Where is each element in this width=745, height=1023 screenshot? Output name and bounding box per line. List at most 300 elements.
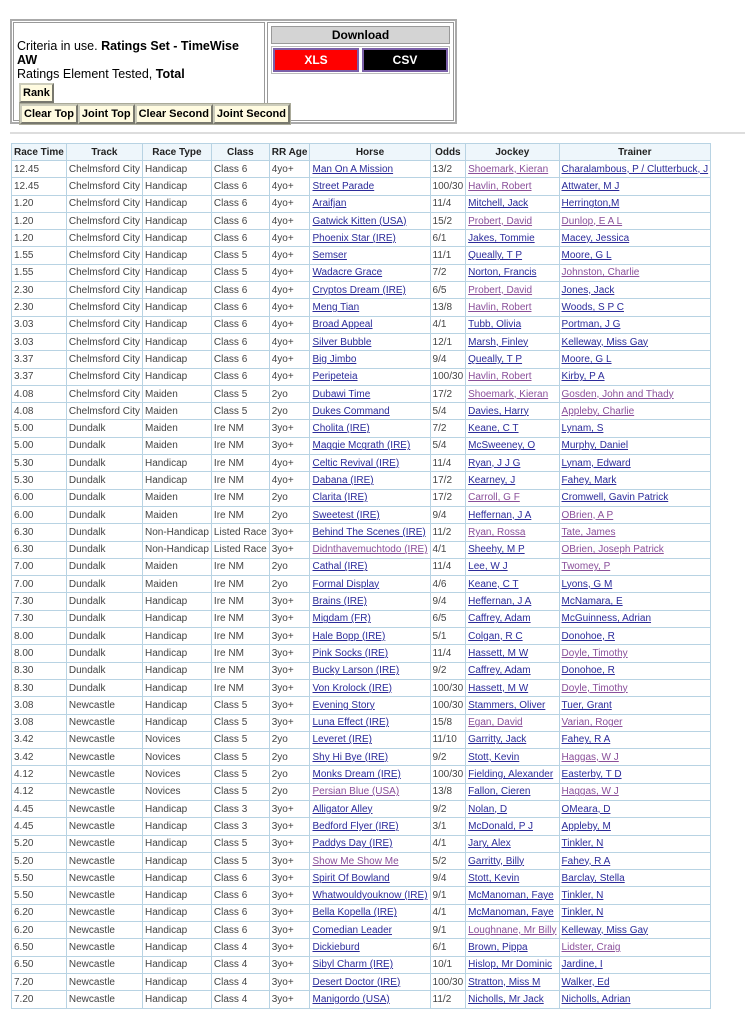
trainer-link[interactable]: Fahey, R A — [561, 855, 611, 867]
jockey-link[interactable]: Keane, C T — [468, 423, 519, 435]
joint-second-button[interactable]: Joint Second — [213, 104, 290, 124]
cell-jockey — [466, 230, 559, 247]
jockey-link[interactable]: Keane, C T — [468, 578, 519, 590]
table-row — [12, 593, 711, 610]
trainer-link[interactable]: Fahey, Mark — [561, 474, 617, 486]
jockey-link[interactable]: Caffrey, Adam — [468, 665, 531, 677]
cell-track: Dundalk — [66, 489, 142, 506]
cell-odds: 11/4 — [430, 455, 466, 472]
cell-race-time: 5.20 — [12, 852, 67, 869]
cell-race-type: Handicap — [142, 230, 211, 247]
cell-class: Ire NM — [211, 455, 269, 472]
header-class[interactable]: Class — [211, 144, 269, 161]
cell-odds: 15/8 — [430, 714, 466, 731]
header-race-time[interactable]: Race Time — [12, 144, 67, 161]
cell-race-type: Novices — [142, 783, 211, 800]
horse-link[interactable]: Cholita (IRE) — [312, 423, 370, 435]
jockey-link[interactable]: Davies, Harry — [468, 405, 529, 417]
jockey-link[interactable]: Probert, David — [468, 284, 533, 296]
jockey-link[interactable]: Kearney, J — [468, 474, 516, 486]
horse-link[interactable]: Alligator Alley — [312, 803, 373, 815]
horse-link[interactable]: Evening Story — [312, 699, 375, 711]
horse-link[interactable]: Formal Display — [312, 578, 380, 590]
cell-track: Dundalk — [66, 576, 142, 593]
horse-link[interactable]: Cryptos Dream (IRE) — [312, 284, 406, 296]
cell-odds: 5/2 — [430, 852, 466, 869]
jockey-link[interactable]: Stott, Kevin — [468, 751, 520, 763]
table-row — [12, 161, 711, 178]
trainer-link[interactable]: OBrien, A P — [561, 509, 614, 521]
cell-horse — [310, 299, 430, 316]
jockey-link[interactable]: McManoman, Faye — [468, 907, 554, 919]
horse-link[interactable]: Clarita (IRE) — [312, 492, 368, 504]
jockey-link[interactable]: Caffrey, Adam — [468, 613, 531, 625]
horse-link[interactable]: Broad Appeal — [312, 319, 373, 331]
horse-link[interactable]: Show Me Show Me — [312, 855, 399, 867]
cell-race-type: Handicap — [142, 161, 211, 178]
cell-race-time: 1.55 — [12, 264, 67, 281]
jockey-link[interactable]: Shoemark, Kieran — [468, 388, 549, 400]
horse-link[interactable]: Dubawi Time — [312, 388, 371, 400]
trainer-link[interactable]: Moore, G L — [561, 353, 612, 365]
cell-jockey — [466, 714, 559, 731]
cell-trainer — [559, 852, 711, 869]
cell-trainer — [559, 818, 711, 835]
jockey-link[interactable]: Stratton, Miss M — [468, 976, 541, 988]
jockey-link[interactable]: Ryan, Rossa — [468, 526, 526, 538]
cell-race-time: 1.20 — [12, 212, 67, 229]
cell-race-time: 7.20 — [12, 991, 67, 1008]
cell-trainer — [559, 195, 711, 212]
horse-link[interactable]: Meng Tian — [312, 302, 360, 314]
cell-class: Class 4 — [211, 956, 269, 973]
cell-rr-age: 4yo+ — [269, 316, 310, 333]
trainer-link[interactable]: Barclay, Stella — [561, 872, 625, 884]
horse-link[interactable]: Persian Blue (USA) — [312, 786, 400, 798]
cell-rr-age: 3yo+ — [269, 991, 310, 1008]
cell-jockey — [466, 697, 559, 714]
table-row — [12, 437, 711, 454]
horse-link[interactable]: Didnthavemuchtodo (IRE) — [312, 544, 428, 556]
jockey-link[interactable]: Havlin, Robert — [468, 180, 532, 192]
horse-link[interactable]: Cathal (IRE) — [312, 561, 368, 573]
cell-race-type: Handicap — [142, 852, 211, 869]
jockey-link[interactable]: Norton, Francis — [468, 267, 537, 279]
cell-odds: 6/5 — [430, 610, 466, 627]
horse-link[interactable]: Dabana (IRE) — [312, 474, 374, 486]
horse-link[interactable]: Bucky Larson (IRE) — [312, 665, 400, 677]
trainer-link[interactable]: Charalambous, P / Clutterbuck, J — [561, 163, 709, 175]
cell-odds: 17/2 — [430, 472, 466, 489]
horse-link[interactable]: Dickieburd — [312, 942, 360, 953]
horse-link[interactable]: Sweetest (IRE) — [312, 509, 380, 521]
jockey-link[interactable]: Loughnane, Mr Billy — [468, 924, 557, 936]
cell-jockey — [466, 506, 559, 523]
horse-link[interactable]: Migdam (FR) — [312, 613, 371, 625]
cell-race-type: Handicap — [142, 593, 211, 610]
cell-race-type: Handicap — [142, 991, 211, 1008]
cell-trainer — [559, 628, 711, 645]
horse-link[interactable]: Dukes Command — [312, 405, 390, 417]
trainer-link[interactable]: Appleby, Charlie — [561, 405, 635, 417]
cell-race-time: 5.50 — [12, 870, 67, 887]
trainer-link[interactable]: Varian, Roger — [561, 717, 623, 729]
jockey-link[interactable]: Garritty, Jack — [468, 734, 527, 746]
cell-horse — [310, 541, 430, 558]
cell-trainer — [559, 783, 711, 800]
clear-top-button[interactable]: Clear Top — [20, 104, 78, 124]
cell-jockey — [466, 403, 559, 420]
trainer-link[interactable]: Johnston, Charlie — [561, 267, 640, 279]
trainer-link[interactable]: Tuer, Grant — [561, 699, 612, 711]
horse-link[interactable]: Whatwouldyouknow (IRE) — [312, 890, 428, 902]
cell-horse — [310, 385, 430, 402]
jockey-link[interactable]: Queally, T P — [468, 250, 523, 262]
cell-odds: 12/1 — [430, 333, 466, 350]
cell-rr-age: 4yo+ — [269, 351, 310, 368]
table-row — [12, 368, 711, 385]
cell-race-type: Handicap — [142, 333, 211, 350]
horse-link[interactable]: Monks Dream (IRE) — [312, 769, 401, 781]
cell-track: Newcastle — [66, 904, 142, 921]
cell-race-type: Handicap — [142, 939, 211, 956]
cell-horse — [310, 749, 430, 766]
cell-track: Dundalk — [66, 437, 142, 454]
cell-jockey — [466, 212, 559, 229]
horse-link[interactable]: Comedian Leader — [312, 924, 392, 936]
horse-link[interactable]: Man On A Mission — [312, 163, 394, 175]
cell-rr-age: 3yo+ — [269, 679, 310, 696]
table-row — [12, 455, 711, 472]
jockey-link[interactable]: McManoman, Faye — [468, 890, 554, 902]
cell-odds: 4/1 — [430, 904, 466, 921]
cell-jockey — [466, 420, 559, 437]
jockey-link[interactable]: Jary, Alex — [468, 838, 511, 850]
cell-rr-age: 2yo — [269, 576, 310, 593]
cell-class: Class 6 — [211, 299, 269, 316]
trainer-link[interactable]: OBrien, Joseph Patrick — [561, 544, 664, 556]
horse-link[interactable]: Celtic Revival (IRE) — [312, 457, 400, 469]
jockey-link[interactable]: McDonald, P J — [468, 820, 533, 832]
horse-link[interactable]: Leveret (IRE) — [312, 734, 372, 746]
cell-race-time: 2.30 — [12, 282, 67, 299]
cell-race-type: Handicap — [142, 472, 211, 489]
jockey-link[interactable]: Egan, David — [468, 717, 523, 729]
jockey-link[interactable]: Carroll, G F — [468, 492, 520, 504]
horse-link[interactable]: Bella Kopella (IRE) — [312, 907, 397, 919]
cell-race-time: 3.42 — [12, 749, 67, 766]
xls-download-button[interactable]: XLS — [273, 48, 359, 72]
trainer-link[interactable]: Jones, Jack — [561, 284, 615, 296]
header-jockey[interactable]: Jockey — [466, 144, 559, 161]
cell-rr-age: 4yo+ — [269, 333, 310, 350]
cell-class: Class 6 — [211, 282, 269, 299]
cell-horse — [310, 628, 430, 645]
jockey-link[interactable]: Fielding, Alexander — [468, 769, 554, 781]
jockey-link[interactable]: Hassett, M W — [468, 682, 529, 694]
horse-link[interactable]: Maggie Mcgrath (IRE) — [312, 440, 411, 452]
cell-rr-age: 2yo — [269, 783, 310, 800]
cell-race-time: 3.37 — [12, 368, 67, 385]
cell-odds: 100/30 — [430, 766, 466, 783]
jockey-link[interactable]: Garritty, Billy — [468, 855, 525, 867]
cell-track: Newcastle — [66, 991, 142, 1008]
cell-race-type: Handicap — [142, 956, 211, 973]
header-track[interactable]: Track — [66, 144, 142, 161]
cell-race-type: Maiden — [142, 403, 211, 420]
horse-link[interactable]: Wadacre Grace — [312, 267, 383, 279]
header-horse[interactable]: Horse — [310, 144, 430, 161]
jockey-link[interactable]: Brown, Pippa — [468, 942, 528, 953]
table-row — [12, 800, 711, 817]
horse-link[interactable]: Luna Effect (IRE) — [312, 717, 390, 729]
trainer-link[interactable]: Doyle, Timothy — [561, 647, 628, 659]
jockey-link[interactable]: Fallon, Cieren — [468, 786, 531, 798]
trainer-link[interactable]: Fahey, R A — [561, 734, 611, 746]
cell-jockey — [466, 835, 559, 852]
cell-jockey — [466, 818, 559, 835]
table-row — [12, 299, 711, 316]
jockey-link[interactable]: Nolan, D — [468, 803, 508, 815]
trainer-link[interactable]: Jardine, I — [561, 959, 603, 971]
jockey-link[interactable]: Tubb, Olivia — [468, 319, 522, 331]
horse-link[interactable]: Sibyl Charm (IRE) — [312, 959, 394, 971]
cell-race-time: 5.20 — [12, 835, 67, 852]
trainer-link[interactable]: McGuinness, Adrian — [561, 613, 652, 625]
cell-trainer — [559, 524, 711, 541]
horse-link[interactable]: Brains (IRE) — [312, 596, 367, 608]
horse-link[interactable]: Paddys Day (IRE) — [312, 838, 393, 850]
cell-jockey — [466, 264, 559, 281]
trainer-link[interactable]: Murphy, Daniel — [561, 440, 629, 452]
cell-track: Chelmsford City — [66, 161, 142, 178]
jockey-link[interactable]: Marsh, Finley — [468, 336, 529, 348]
jockey-link[interactable]: Stott, Kevin — [468, 872, 520, 884]
cell-race-time: 3.03 — [12, 333, 67, 350]
cell-horse — [310, 800, 430, 817]
cell-race-time: 5.30 — [12, 455, 67, 472]
trainer-link[interactable]: Haggas, W J — [561, 786, 619, 798]
trainer-link[interactable]: Donohoe, R — [561, 630, 615, 642]
cell-horse — [310, 610, 430, 627]
horse-link[interactable]: Big Jimbo — [312, 353, 357, 365]
cell-class: Ire NM — [211, 679, 269, 696]
cell-race-time: 5.00 — [12, 437, 67, 454]
cell-trainer — [559, 437, 711, 454]
cell-race-type: Handicap — [142, 973, 211, 990]
rank-button[interactable]: Rank — [19, 83, 54, 103]
jockey-link[interactable]: Probert, David — [468, 215, 533, 227]
trainer-link[interactable]: Haggas, W J — [561, 751, 619, 763]
horse-link[interactable]: Gatwick Kitten (USA) — [312, 215, 407, 227]
jockey-link[interactable]: Stammers, Oliver — [468, 699, 546, 711]
cell-race-time: 8.00 — [12, 645, 67, 662]
cell-race-type: Maiden — [142, 576, 211, 593]
jockey-link[interactable]: Sheehy, M P — [468, 544, 525, 556]
cell-track: Chelmsford City — [66, 385, 142, 402]
cell-horse — [310, 783, 430, 800]
csv-download-button[interactable]: CSV — [362, 48, 448, 72]
cell-jockey — [466, 558, 559, 575]
trainer-link[interactable]: Gosden, John and Thady — [561, 388, 674, 400]
jockey-link[interactable]: Hislop, Mr Dominic — [468, 959, 553, 971]
header-rr-age[interactable]: RR Age — [269, 144, 310, 161]
trainer-link[interactable]: Lynam, S — [561, 423, 604, 435]
cell-race-time: 5.00 — [12, 420, 67, 437]
horse-link[interactable]: Araifjan — [312, 198, 347, 210]
cell-rr-age: 4yo+ — [269, 282, 310, 299]
trainer-link[interactable]: Tinkler, N — [561, 907, 604, 919]
trainer-link[interactable]: Lidster, Craig — [561, 942, 621, 953]
cell-jockey — [466, 247, 559, 264]
table-row — [12, 212, 711, 229]
trainer-link[interactable]: Dunlop, E A L — [561, 215, 623, 227]
jockey-link[interactable]: Hassett, M W — [468, 647, 529, 659]
jockey-link[interactable]: Havlin, Robert — [468, 371, 532, 383]
trainer-link[interactable]: Cromwell, Gavin Patrick — [561, 492, 669, 504]
joint-top-button[interactable]: Joint Top — [78, 104, 135, 124]
table-row — [12, 991, 711, 1008]
cell-jockey — [466, 437, 559, 454]
trainer-link[interactable]: OMeara, D — [561, 803, 611, 815]
jockey-link[interactable]: Heffernan, J A — [468, 509, 532, 521]
trainer-link[interactable]: Macey, Jessica — [561, 232, 630, 244]
trainer-link[interactable]: Kelleway, Miss Gay — [561, 336, 649, 348]
cell-jockey — [466, 195, 559, 212]
table-row — [12, 870, 711, 887]
trainer-link[interactable]: Tate, James — [561, 526, 616, 538]
header-odds[interactable]: Odds — [430, 144, 466, 161]
jockey-link[interactable]: Shoemark, Kieran — [468, 163, 549, 175]
horse-link[interactable]: Hale Bopp (IRE) — [312, 630, 386, 642]
cell-track: Newcastle — [66, 956, 142, 973]
jockey-link[interactable]: Jakes, Tommie — [468, 232, 535, 244]
horse-link[interactable]: Spirit Of Bowland — [312, 872, 390, 884]
jockey-link[interactable]: McSweeney, O — [468, 440, 536, 452]
jockey-link[interactable]: Colgan, R C — [468, 630, 523, 642]
cell-horse — [310, 835, 430, 852]
horse-link[interactable]: Pink Socks (IRE) — [312, 647, 389, 659]
table-row — [12, 904, 711, 921]
jockey-link[interactable]: Queally, T P — [468, 353, 523, 365]
trainer-link[interactable]: Donohoe, R — [561, 665, 615, 677]
cell-trainer — [559, 922, 711, 939]
horse-link[interactable]: Street Parade — [312, 180, 375, 192]
cell-odds: 11/2 — [430, 991, 466, 1008]
cell-odds: 10/1 — [430, 956, 466, 973]
trainer-link[interactable]: Attwater, M J — [561, 180, 620, 192]
table-row — [12, 922, 711, 939]
trainer-link[interactable]: Walker, Ed — [561, 976, 610, 988]
trainer-link[interactable]: Lyons, G M — [561, 578, 613, 590]
trainer-link[interactable]: Moore, G L — [561, 250, 612, 262]
cell-race-type: Handicap — [142, 212, 211, 229]
cell-jockey — [466, 472, 559, 489]
trainer-link[interactable]: Appleby, M — [561, 820, 611, 832]
cell-race-type: Handicap — [142, 299, 211, 316]
trainer-link[interactable]: Doyle, Timothy — [561, 682, 628, 694]
cell-rr-age: 3yo+ — [269, 524, 310, 541]
table-row — [12, 489, 711, 506]
jockey-link[interactable]: Heffernan, J A — [468, 596, 532, 608]
cell-odds: 11/4 — [430, 195, 466, 212]
horse-link[interactable]: Bedford Flyer (IRE) — [312, 820, 399, 832]
cell-jockey — [466, 610, 559, 627]
cell-race-type: Non-Handicap — [142, 541, 211, 558]
cell-jockey — [466, 679, 559, 696]
trainer-link[interactable]: Twomey, P — [561, 561, 611, 573]
jockey-link[interactable]: Havlin, Robert — [468, 302, 532, 314]
jockey-link[interactable]: Ryan, J J G — [468, 457, 521, 469]
clear-second-button[interactable]: Clear Second — [135, 104, 213, 124]
cell-odds: 9/2 — [430, 749, 466, 766]
jockey-link[interactable]: Lee, W J — [468, 561, 508, 573]
trainer-link[interactable]: Easterby, T D — [561, 769, 622, 781]
cell-horse — [310, 697, 430, 714]
cell-trainer — [559, 316, 711, 333]
cell-race-type: Handicap — [142, 247, 211, 264]
horse-link[interactable]: Shy Hi Bye (IRE) — [312, 751, 389, 763]
cell-trainer — [559, 178, 711, 195]
horse-link[interactable]: Behind The Scenes (IRE) — [312, 526, 426, 538]
horse-link[interactable]: Semser — [312, 250, 347, 262]
trainer-link[interactable]: Tinkler, N — [561, 890, 604, 902]
header-trainer[interactable]: Trainer — [559, 144, 711, 161]
trainer-link[interactable]: McNamara, E — [561, 596, 623, 608]
trainer-link[interactable]: Lynam, Edward — [561, 457, 631, 469]
cell-rr-age: 4yo+ — [269, 247, 310, 264]
trainer-link[interactable]: Kirby, P A — [561, 371, 605, 383]
horse-link[interactable]: Von Krolock (IRE) — [312, 682, 392, 694]
horse-link[interactable]: Manigordo (USA) — [312, 993, 390, 1005]
cell-rr-age: 3yo+ — [269, 541, 310, 558]
trainer-link[interactable]: Herrington,M — [561, 198, 620, 210]
cell-track: Dundalk — [66, 506, 142, 523]
trainer-link[interactable]: Nicholls, Adrian — [561, 993, 631, 1005]
cell-class: Ire NM — [211, 489, 269, 506]
races-table — [11, 143, 711, 1009]
cell-horse — [310, 420, 430, 437]
trainer-link[interactable]: Woods, S P C — [561, 302, 624, 314]
jockey-link[interactable]: Mitchell, Jack — [468, 198, 529, 210]
cell-horse — [310, 973, 430, 990]
cell-horse — [310, 195, 430, 212]
horse-link[interactable]: Desert Doctor (IRE) — [312, 976, 401, 988]
cell-race-time: 3.08 — [12, 697, 67, 714]
cell-race-type: Handicap — [142, 904, 211, 921]
horse-link[interactable]: Peripeteia — [312, 371, 358, 383]
header-race-type[interactable]: Race Type — [142, 144, 211, 161]
cell-rr-age: 3yo+ — [269, 662, 310, 679]
trainer-link[interactable]: Kelleway, Miss Gay — [561, 924, 649, 936]
horse-link[interactable]: Silver Bubble — [312, 336, 372, 348]
trainer-link[interactable]: Portman, J G — [561, 319, 621, 331]
cell-race-type: Maiden — [142, 489, 211, 506]
cell-horse — [310, 437, 430, 454]
cell-rr-age: 4yo+ — [269, 178, 310, 195]
cell-race-time: 3.03 — [12, 316, 67, 333]
cell-rr-age: 3yo+ — [269, 887, 310, 904]
cell-horse — [310, 731, 430, 748]
horse-link[interactable]: Phoenix Star (IRE) — [312, 232, 396, 244]
element-prefix: Ratings Element Tested, — [17, 67, 156, 81]
trainer-link[interactable]: Tinkler, N — [561, 838, 604, 850]
jockey-link[interactable]: Nicholls, Mr Jack — [468, 993, 544, 1005]
cell-trainer — [559, 351, 711, 368]
cell-trainer — [559, 800, 711, 817]
cell-odds: 5/1 — [430, 628, 466, 645]
cell-race-time: 7.20 — [12, 973, 67, 990]
